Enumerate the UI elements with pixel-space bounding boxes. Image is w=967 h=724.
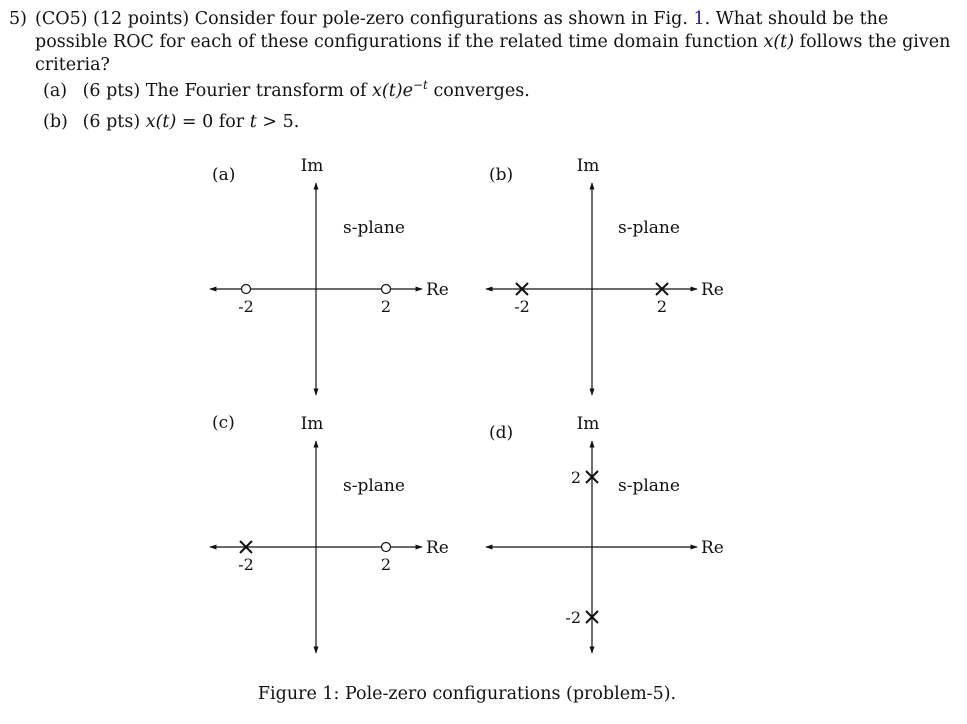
marker-value-label: 2 [380,297,392,316]
problem-text-start: (CO5) (12 points) Consider four pole-zero configurations as shown in Fig. [35,9,688,29]
s-plane-diagram [210,413,449,653]
part-points: (6 pts) [82,111,141,132]
real-axis-label: Re [701,538,724,558]
s-plane-diagram [486,156,724,395]
imaginary-axis-label: Im [300,156,324,176]
real-axis-label: Re [426,538,449,558]
diagram-label: (a) [212,165,236,185]
time-function: x(t) [763,32,795,52]
part-exponent: −t [412,78,428,92]
part-variable: t [249,111,257,132]
problem-number: 5) [9,9,27,29]
part-text: = 0 for [181,111,245,132]
part-text: The Fourier transform of [145,80,367,101]
figure-caption: Figure 1: Pole-zero configurations (problem-5). [257,684,677,704]
diagram-label: (d) [489,423,514,443]
s-plane-diagram [210,156,449,395]
problem-text-middle: . What should be the possible ROC for each of these configurations if the related time domain function [35,9,889,52]
diagram-label: (c) [212,413,235,433]
s-plane-diagram [486,414,724,653]
real-axis-label: Re [426,280,449,300]
plane-label: s-plane [343,476,405,496]
marker-value-label: 2 [570,468,581,487]
plane-label: s-plane [618,218,680,238]
part-tag: (b) [43,111,68,132]
marker-value-label: 2 [656,297,668,316]
zero-marker [242,285,251,294]
imaginary-axis-label: Im [576,414,600,434]
marker-value-label: -2 [565,608,581,627]
problem-text-end: follows the given criteria? [35,32,951,75]
part-tag: (a) [43,80,68,101]
part-expression: x(t)e [372,80,413,101]
imaginary-axis-label: Im [300,414,324,434]
marker-value-label: -2 [514,297,530,316]
zero-marker [382,543,391,552]
part-text: > 5. [262,111,300,132]
figure-reference-link[interactable]: 1 [693,9,705,29]
zero-marker [382,285,391,294]
diagram-label: (b) [489,165,514,185]
part-expression: x(t) [145,111,177,132]
marker-value-label: 2 [380,555,392,574]
marker-value-label: -2 [238,555,254,574]
part-text: converges. [433,80,530,101]
imaginary-axis-label: Im [576,156,600,176]
marker-value-label: -2 [238,297,254,316]
part-points: (6 pts) [82,80,141,101]
plane-label: s-plane [343,218,405,238]
plane-label: s-plane [618,476,680,496]
real-axis-label: Re [701,280,724,300]
